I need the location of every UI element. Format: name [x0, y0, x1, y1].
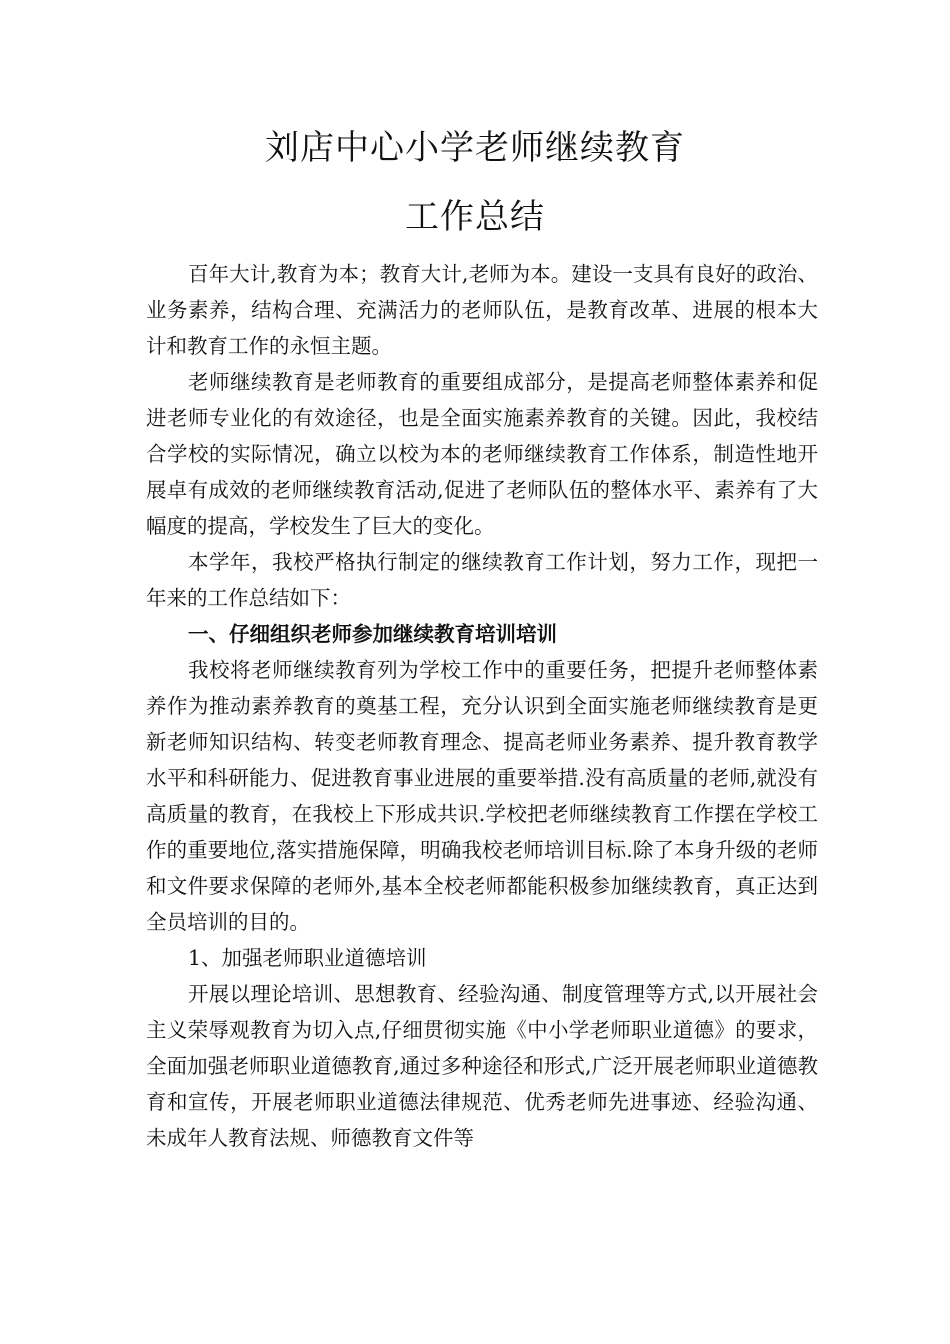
paragraph-continuing-education: 老师继续教育是老师教育的重要组成部分，是提高老师整体素养和促进老师专业化的有效途径，也是全面实施素养教育的关键。因此，我校结合学校的实际情况，确立以校为本的老师继续教育工作体系，制造性地开展卓有成效的老师继续教育活动,促进了老师队伍的整体水平、素养有了大幅度的提高，学校发生了巨大的变化。	[146, 370, 818, 538]
section-heading-1: 一、仔细组织老师参加继续教育培训培训	[188, 622, 557, 646]
paragraph-summary-intro: 本学年，我校严格执行制定的继续教育工作计划，努力工作，现把一年来的工作总结如下：	[146, 550, 818, 610]
paragraph-subsection-1: 开展以理论培训、思想教育、经验沟通、制度管理等方式,以开展社会主义荣辱观教育为切入点,仔细贯彻实施《中小学老师职业道德》的要求，全面加强老师职业道德教育,通过多种途径和形式,广泛开展老师职业道德教育和宣传，开展老师职业道德法律规范、优秀老师先进事迹、经验沟通、未成年人教育法规、师德教育文件等	[146, 982, 818, 1150]
document-title-line2: 工作总结	[405, 197, 545, 237]
document-body	[146, 256, 818, 1156]
paragraph-section-1: 我校将老师继续教育列为学校工作中的重要任务，把提升老师整体素养作为推动素养教育的奠基工程，充分认识到全面实施老师继续教育是更新老师知识结构、转变老师教育理念、提高老师业务素养、提升教育教学水平和科研能力、促进教育事业进展的重要举措.没有高质量的老师,就没有高质量的教育，在我校上下形成共识.学校把老师继续教育工作摆在学校工作的重要地位,落实措施保障，明确我校老师培训目标.除了本身升级的老师和文件要求保障的老师外,基本全校老师都能积极参加继续教育，真正达到全员培训的目的。	[146, 658, 818, 934]
document-title-line1: 刘店中心小学老师继续教育	[265, 128, 685, 168]
paragraph-intro: 百年大计,教育为本；教育大计,老师为本。建设一支具有良好的政治、业务素养，结构合理、充满活力的老师队伍，是教育改革、进展的根本大计和教育工作的永恒主题。	[146, 262, 818, 358]
subsection-heading-1: 1、加强老师职业道德培训	[188, 946, 427, 970]
